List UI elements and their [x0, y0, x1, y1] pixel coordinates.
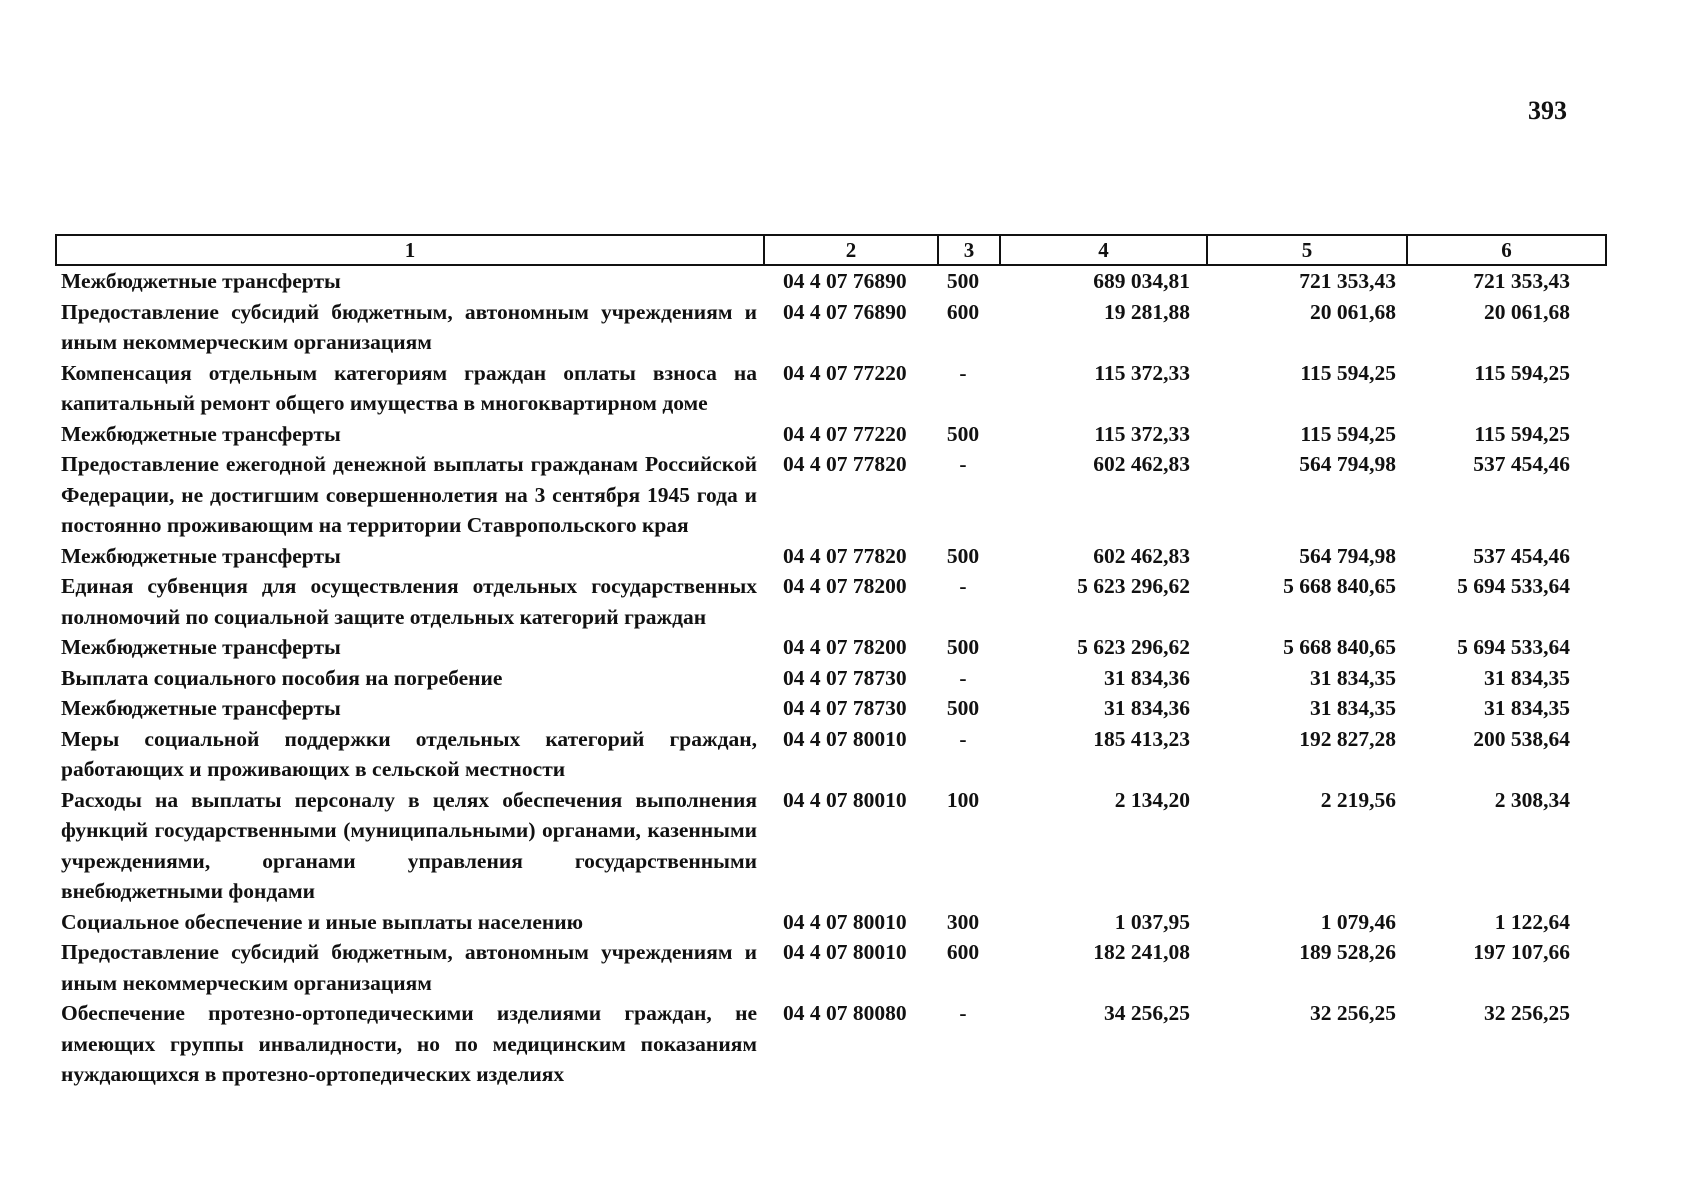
row-amount-year-3: 1 122,64: [1494, 909, 1570, 934]
column-header-row: [56, 235, 1606, 265]
row-amount-year-1: 31 834,36: [1104, 665, 1190, 690]
column-header-1: 1: [56, 235, 764, 265]
row-name: Межбюджетные трансферты: [61, 421, 341, 446]
row-code: 04 4 07 77220: [783, 360, 907, 385]
row-name: Расходы на выплаты персоналу в целях обеспечения выполнения функций государственными (муниципальными) органами, казенными учреждениями, органами управления государственными внебюджетными фондами: [61, 787, 757, 903]
row-name: Компенсация отдельным категориям граждан оплаты взноса на капитальный ремонт общего имущества в многоквартирном доме: [61, 360, 757, 415]
column-header-5: 5: [1207, 235, 1407, 265]
row-name: Межбюджетные трансферты: [61, 269, 341, 293]
row-code: 04 4 07 80010: [783, 726, 907, 751]
row-amount-year-1: 115 372,33: [1094, 421, 1190, 446]
row-expense-type: 300: [946, 909, 980, 934]
row-expense-type: -: [959, 1001, 967, 1025]
row-code: 04 4 07 78200: [783, 635, 907, 659]
row-expense-type: -: [959, 574, 967, 598]
row-amount-year-2: 564 794,98: [1299, 543, 1396, 568]
row-amount-year-2: 20 061,68: [1310, 299, 1396, 324]
row-amount-year-3: 20 061,68: [1484, 299, 1570, 324]
table-row: [55, 632, 1625, 663]
row-amount-year-3: 32 256,25: [1484, 1001, 1570, 1025]
row-amount-year-1: 602 462,83: [1093, 452, 1190, 476]
column-header-3: 3: [938, 235, 1000, 265]
column-header-table: [55, 234, 1607, 266]
row-code: 04 4 07 80010: [783, 909, 907, 934]
row-amount-year-1: 185 413,23: [1093, 726, 1190, 751]
row-name: Межбюджетные трансферты: [61, 635, 341, 659]
row-amount-year-2: 115 594,25: [1300, 421, 1396, 446]
row-amount-year-1: 1 037,95: [1114, 909, 1190, 934]
row-amount-year-2: 721 353,43: [1299, 269, 1396, 293]
row-amount-year-2: 31 834,35: [1310, 696, 1396, 720]
row-amount-year-2: 31 834,35: [1310, 665, 1396, 690]
row-expense-type: 600: [946, 299, 980, 324]
table-row: [55, 663, 1625, 694]
row-amount-year-2: 1 079,46: [1320, 909, 1396, 934]
row-amount-year-3: 197 107,66: [1473, 940, 1570, 964]
table-row: [55, 541, 1625, 572]
row-code: 04 4 07 77820: [783, 452, 907, 476]
row-amount-year-3: 115 594,25: [1474, 360, 1570, 385]
row-amount-year-1: 115 372,33: [1094, 360, 1190, 385]
row-name: Межбюджетные трансферты: [61, 543, 341, 568]
column-header-2: 2: [764, 235, 938, 265]
row-amount-year-1: 31 834,36: [1104, 696, 1190, 720]
row-expense-type: 500: [946, 696, 980, 720]
column-header-4: 4: [1000, 235, 1207, 265]
row-expense-type: 500: [946, 269, 980, 293]
table-row: [55, 785, 1625, 907]
table-row: [55, 358, 1625, 419]
row-expense-type: 500: [946, 635, 980, 659]
row-name: Предоставление субсидий бюджетным, автономным учреждениям и иным некоммерческим организациям: [61, 299, 757, 354]
table-row: [55, 449, 1625, 541]
row-expense-type: 500: [946, 421, 980, 446]
table-row: [55, 266, 1625, 297]
row-amount-year-1: 602 462,83: [1093, 543, 1190, 568]
row-amount-year-1: 182 241,08: [1093, 940, 1190, 964]
row-code: 04 4 07 78730: [783, 665, 907, 690]
row-code: 04 4 07 80080: [783, 1001, 907, 1025]
row-code: 04 4 07 80010: [783, 940, 907, 964]
table-row: [55, 937, 1625, 998]
row-expense-type: 600: [946, 940, 980, 964]
row-expense-type: 100: [946, 787, 980, 812]
table-row: [55, 571, 1625, 632]
row-name: Социальное обеспечение и иные выплаты населению: [61, 909, 584, 934]
row-expense-type: 500: [946, 543, 980, 568]
row-code: 04 4 07 80010: [783, 787, 907, 812]
row-expense-type: -: [959, 726, 967, 751]
row-code: 04 4 07 76890: [783, 299, 907, 324]
row-amount-year-1: 5 623 296,62: [1077, 574, 1190, 598]
row-amount-year-1: 5 623 296,62: [1077, 635, 1190, 659]
row-name: Межбюджетные трансферты: [61, 696, 341, 720]
row-code: 04 4 07 78730: [783, 696, 907, 720]
table-row: [55, 297, 1625, 358]
row-amount-year-3: 31 834,35: [1484, 696, 1570, 720]
row-amount-year-2: 5 668 840,65: [1283, 574, 1396, 598]
table-row: [55, 419, 1625, 450]
row-expense-type: -: [959, 452, 967, 476]
page-number: 393: [1528, 96, 1567, 125]
row-amount-year-3: 2 308,34: [1494, 787, 1570, 812]
row-amount-year-2: 32 256,25: [1310, 1001, 1396, 1025]
table-row: [55, 693, 1625, 724]
row-code: 04 4 07 77220: [783, 421, 907, 446]
row-code: 04 4 07 77820: [783, 543, 907, 568]
table-row: [55, 998, 1625, 1090]
row-amount-year-3: 31 834,35: [1484, 665, 1570, 690]
budget-table-body: [55, 266, 1625, 1090]
row-name: Единая субвенция для осуществления отдельных государственных полномочий по социальной защите отдельных категорий граждан: [61, 574, 757, 629]
row-name: Меры социальной поддержки отдельных категорий граждан, работающих и проживающих в сельской местности: [61, 726, 757, 781]
row-amount-year-3: 721 353,43: [1473, 269, 1570, 293]
row-expense-type: -: [959, 665, 967, 690]
row-amount-year-2: 189 528,26: [1299, 940, 1396, 964]
row-expense-type: -: [959, 360, 967, 385]
row-amount-year-1: 34 256,25: [1104, 1001, 1190, 1025]
row-amount-year-2: 192 827,28: [1299, 726, 1396, 751]
row-amount-year-1: 689 034,81: [1093, 269, 1190, 293]
row-amount-year-1: 19 281,88: [1104, 299, 1190, 324]
row-amount-year-3: 115 594,25: [1474, 421, 1570, 446]
row-name: Предоставление ежегодной денежной выплаты гражданам Российской Федерации, не достигшим совершеннолетия на 3 сентября 1945 года и постоянно проживающим на территории Ставропольского края: [61, 452, 757, 537]
table-row: [55, 907, 1625, 938]
row-amount-year-2: 115 594,25: [1300, 360, 1396, 385]
row-amount-year-2: 564 794,98: [1299, 452, 1396, 476]
row-name: Предоставление субсидий бюджетным, автономным учреждениям и иным некоммерческим организациям: [61, 940, 757, 995]
row-amount-year-2: 5 668 840,65: [1283, 635, 1396, 659]
table-row: [55, 724, 1625, 785]
row-amount-year-3: 5 694 533,64: [1457, 635, 1570, 659]
row-name: Обеспечение протезно-ортопедическими изделиями граждан, не имеющих группы инвалидности, но по медицинским показаниям нуждающихся в протезно-ортопедических изделиях: [61, 1001, 757, 1086]
column-header-6: 6: [1407, 235, 1606, 265]
row-amount-year-3: 537 454,46: [1473, 543, 1570, 568]
row-name: Выплата социального пособия на погребение: [61, 665, 503, 690]
row-code: 04 4 07 76890: [783, 269, 907, 293]
row-amount-year-3: 537 454,46: [1473, 452, 1570, 476]
row-amount-year-3: 200 538,64: [1473, 726, 1570, 751]
row-amount-year-1: 2 134,20: [1114, 787, 1190, 812]
row-amount-year-3: 5 694 533,64: [1457, 574, 1570, 598]
row-amount-year-2: 2 219,56: [1320, 787, 1396, 812]
row-code: 04 4 07 78200: [783, 574, 907, 598]
